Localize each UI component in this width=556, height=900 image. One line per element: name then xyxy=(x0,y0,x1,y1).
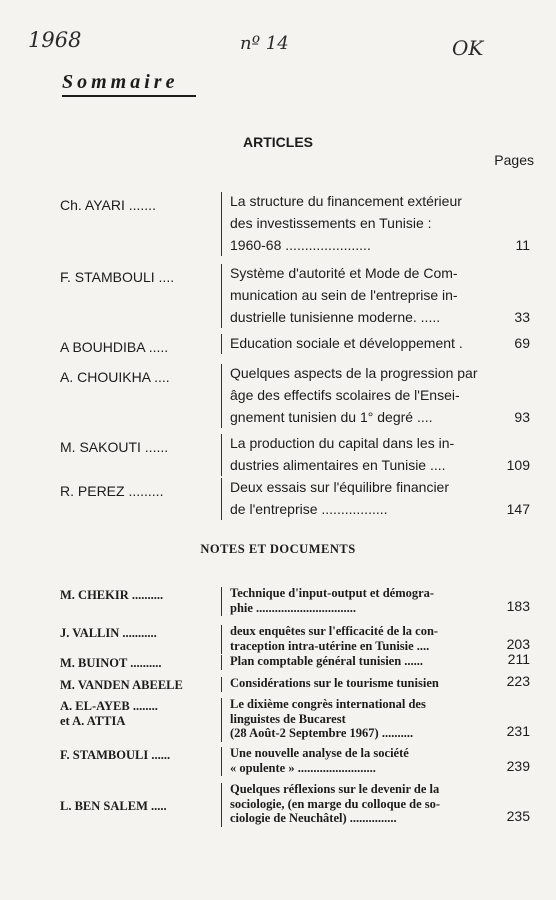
article-author: Ch. AYARI ....... xyxy=(60,197,156,213)
article-title-line: Deux essais sur l'équilibre financier xyxy=(230,479,449,495)
article-page-number: 93 xyxy=(514,409,530,425)
article-page-number: 147 xyxy=(506,501,530,517)
entry-divider xyxy=(221,434,222,476)
note-title-line: Technique d'input-output et démogra- xyxy=(230,586,435,600)
article-author: F. STAMBOULI .... xyxy=(60,269,175,285)
handwritten-ok-mark: OK xyxy=(452,36,484,60)
articles-section-title: ARTICLES xyxy=(243,134,313,150)
notes-section-title: NOTES ET DOCUMENTS xyxy=(200,542,356,556)
article-title-line: gnement tunisien du 1° degré .... xyxy=(230,409,433,425)
article-page-number: 33 xyxy=(514,309,530,325)
page-heading: Sommaire xyxy=(62,71,196,97)
article-title-line: 1960-68 ...................... xyxy=(230,237,371,253)
note-title-line: (28 Août-2 Septembre 1967) .......... xyxy=(230,726,414,740)
note-author-line: J. VALLIN ........... xyxy=(60,626,157,640)
article-title-line: des investissements en Tunisie : xyxy=(230,215,432,231)
article-page-number: 11 xyxy=(515,237,530,253)
note-title-line: deux enquêtes sur l'efficacité de la con- xyxy=(230,624,439,638)
note-title-line: Plan comptable général tunisien ...... xyxy=(230,654,424,668)
pages-column-header: Pages xyxy=(494,152,534,168)
article-title-line: La production du capital dans les in- xyxy=(230,435,455,451)
entry-divider xyxy=(221,364,222,428)
note-author-line: F. STAMBOULI ...... xyxy=(60,748,171,762)
note-author-line: M. BUINOT .......... xyxy=(60,656,162,670)
article-title-line: La structure du financement extérieur xyxy=(230,193,462,209)
note-title-line: ciologie de Neuchâtel) ............... xyxy=(230,811,397,825)
article-author: A BOUHDIBA ..... xyxy=(60,339,169,355)
note-author-line: M. CHEKIR .......... xyxy=(60,588,164,602)
entry-divider xyxy=(221,677,222,692)
article-title-line: Education sociale et développement . xyxy=(230,335,463,351)
entry-divider xyxy=(221,264,222,328)
note-author-line: M. VANDEN ABEELE xyxy=(60,678,183,692)
article-title-line: dustries alimentaires en Tunisie .... xyxy=(230,457,446,473)
entry-divider xyxy=(221,747,222,776)
note-page-number: 231 xyxy=(506,723,530,739)
article-page-number: 109 xyxy=(506,457,530,473)
note-title-line: sociologie, (en marge du colloque de so- xyxy=(230,796,441,811)
note-title-line: phie ................................ xyxy=(230,600,357,615)
note-page-number: 223 xyxy=(506,673,530,689)
note-title-line: traception intra-utérine en Tunisie .... xyxy=(230,638,430,653)
note-page-number: 235 xyxy=(506,808,530,824)
note-title-line: Une nouvelle analyse de la société xyxy=(230,746,409,760)
note-title-line: Quelques réflexions sur le devenir de la xyxy=(230,782,440,796)
article-title-line: âge des effectifs scolaires de l'Ensei- xyxy=(230,387,460,403)
handwritten-issue-number: nº 14 xyxy=(240,33,289,54)
note-page-number: 211 xyxy=(507,651,530,667)
entry-divider xyxy=(221,587,222,616)
article-title-line: dustrielle tunisienne moderne. ..... xyxy=(230,309,441,325)
article-title-line: Quelques aspects de la progression par xyxy=(230,365,478,381)
article-page-number: 69 xyxy=(514,335,530,351)
handwritten-year: 1968 xyxy=(28,28,82,52)
article-author: R. PEREZ ......... xyxy=(60,483,164,499)
note-page-number: 203 xyxy=(506,635,530,652)
note-author-line: et A. ATTIA xyxy=(60,713,126,728)
note-title-line: Le dixième congrès international des xyxy=(230,697,426,711)
article-author: A. CHOUIKHA .... xyxy=(60,369,170,385)
note-page-number: 239 xyxy=(506,757,530,774)
article-author: M. SAKOUTI ...... xyxy=(60,439,169,455)
note-page-number: 183 xyxy=(506,597,530,614)
entry-divider xyxy=(221,625,222,654)
article-title-line: de l'entreprise ................. xyxy=(230,501,388,517)
entry-divider xyxy=(221,478,222,520)
entry-divider xyxy=(221,655,222,670)
article-title-line: munication au sein de l'entreprise in- xyxy=(230,287,458,303)
entry-divider xyxy=(221,192,222,256)
note-author-line: L. BEN SALEM ..... xyxy=(60,798,167,813)
note-title-line: linguistes de Bucarest xyxy=(230,711,346,726)
note-title-line: Considérations sur le tourisme tunisien xyxy=(230,676,439,690)
article-title-line: Système d'autorité et Mode de Com- xyxy=(230,265,458,281)
note-title-line: « opulente » ......................... xyxy=(230,760,376,775)
entry-divider xyxy=(221,698,222,742)
entry-divider xyxy=(221,783,222,827)
entry-divider xyxy=(221,334,222,354)
note-author-line: A. EL-AYEB ........ xyxy=(60,699,158,713)
